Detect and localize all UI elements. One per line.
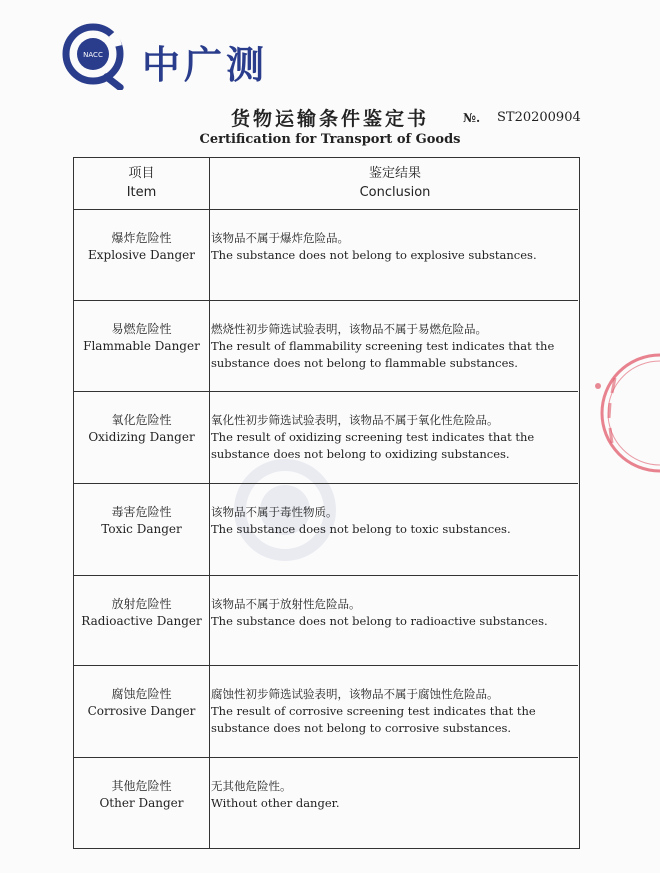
conclusion-cell	[210, 321, 579, 372]
conclusion-en: The result of corrosive screening test indicates that the substance does not belong to corrosive substances.	[211, 704, 536, 735]
item-en: Other Danger	[99, 796, 184, 810]
certificate-number-label: №.	[463, 111, 481, 125]
company-logo	[58, 20, 308, 90]
item-cell	[74, 596, 209, 630]
header-item-cell	[74, 164, 209, 202]
table-header-row	[74, 158, 578, 209]
item-cell	[74, 778, 209, 812]
item-en: Toxic Danger	[101, 522, 182, 536]
conclusion-cn: 氧化性初步筛选试验表明，该物品不属于氧化性危险品。	[211, 413, 499, 427]
item-en: Oxidizing Danger	[88, 430, 195, 444]
item-cell	[74, 504, 209, 538]
title-chinese: 货物运输条件鉴定书	[230, 108, 429, 130]
conclusion-cn: 该物品不属于毒性物质。	[211, 505, 338, 519]
table-row-corrosive	[74, 665, 578, 758]
conclusion-cell	[210, 412, 579, 463]
conclusion-cn: 该物品不属于爆炸危险品。	[211, 231, 349, 245]
item-en: Radioactive Danger	[81, 614, 202, 628]
conclusion-cn: 腐蚀性初步筛选试验表明，该物品不属于腐蚀性危险品。	[211, 687, 499, 701]
header-conclusion-cn: 鉴定结果	[368, 166, 421, 181]
conclusion-cell	[210, 778, 579, 812]
item-cn: 氧化危险性	[111, 413, 172, 427]
conclusion-cn: 燃烧性初步筛选试验表明，该物品不属于易燃危险品。	[211, 322, 487, 336]
item-cn: 毒害危险性	[111, 505, 172, 519]
logo-text: 中广测	[142, 43, 269, 87]
item-cn: 放射危险性	[111, 597, 172, 611]
title-english: Certification for Transport of Goods	[199, 132, 461, 147]
table-row-toxic	[74, 483, 578, 576]
table-row-oxidizing	[74, 391, 578, 484]
item-cn: 爆炸危险性	[111, 231, 172, 245]
item-cn: 易燃危险性	[111, 322, 172, 336]
header-conclusion-en: Conclusion	[359, 185, 431, 200]
conclusion-en: The substance does not belong to toxic substances.	[211, 522, 511, 536]
conclusion-en: The substance does not belong to radioactive substances.	[211, 614, 548, 628]
assessment-table	[73, 157, 580, 849]
conclusion-cn: 该物品不属于放射性危险品。	[211, 597, 361, 611]
item-cell	[74, 230, 209, 264]
certificate-number: ST20200904	[497, 110, 581, 125]
header-item-en: Item	[126, 185, 157, 200]
table-row-explosive	[74, 209, 578, 301]
conclusion-en: The result of oxidizing screening test indicates that the substance does not belong to oxidizing substances.	[211, 430, 535, 461]
item-cell	[74, 321, 209, 355]
conclusion-cell	[210, 686, 579, 737]
conclusion-en: The result of flammability screening test indicates that the substance does not belong to flammable substances.	[211, 339, 555, 370]
item-en: Flammable Danger	[83, 339, 200, 353]
conclusion-cn: 无其他危险性。	[211, 779, 292, 793]
logo-badge-text: NACC	[83, 51, 103, 59]
item-en: Explosive Danger	[88, 248, 195, 262]
header-conclusion-cell	[210, 164, 579, 202]
conclusion-en: The substance does not belong to explosive substances.	[211, 248, 537, 262]
item-cell	[74, 686, 209, 720]
nacc-logo-icon	[58, 20, 138, 90]
conclusion-en: Without other danger.	[211, 796, 340, 810]
conclusion-cell	[210, 596, 579, 630]
table-row-flammable	[74, 300, 578, 392]
header-item-cn: 项目	[128, 166, 155, 181]
table-row-radioactive	[74, 575, 578, 666]
table-row-other	[74, 757, 578, 849]
item-cn: 腐蚀危险性	[111, 687, 172, 701]
official-seal-stamp-icon	[590, 348, 660, 478]
item-cell	[74, 412, 209, 446]
item-en: Corrosive Danger	[87, 704, 196, 718]
item-cn: 其他危险性	[111, 779, 172, 793]
conclusion-cell	[210, 230, 579, 264]
conclusion-cell	[210, 504, 579, 538]
